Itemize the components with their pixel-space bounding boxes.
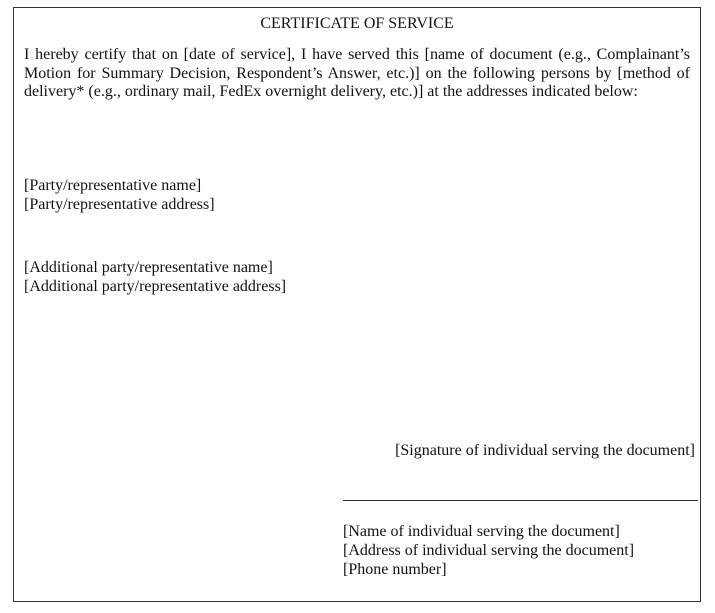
party-address: [Party/representative address] [24, 196, 215, 213]
signature-line [343, 500, 698, 501]
signature-caption: [Signature of individual serving the document] [395, 442, 695, 459]
server-phone: [Phone number] [343, 561, 447, 578]
party-block-primary [24, 176, 215, 214]
document-title: CERTIFICATE OF SERVICE [260, 15, 454, 32]
additional-party-address: [Additional party/representative address] [24, 278, 287, 295]
certificate-frame [13, 7, 701, 602]
server-address: [Address of individual serving the document] [343, 542, 635, 559]
certification-paragraph: I hereby certify that on [date of service], I have served this [name of document (e.g., Complainant’s Motion for Summary Decision, Respondent’s Answer, etc.)] on the following persons by [method of delivery* (e.g., ordinary mail, FedEx overnight delivery, etc.)] at the addresses indicated below: [24, 46, 690, 100]
server-details [343, 522, 634, 579]
server-name: [Name of individual serving the document] [343, 523, 620, 540]
party-name: [Party/representative name] [24, 177, 202, 194]
party-block-additional [24, 258, 286, 296]
additional-party-name: [Additional party/representative name] [24, 259, 273, 276]
